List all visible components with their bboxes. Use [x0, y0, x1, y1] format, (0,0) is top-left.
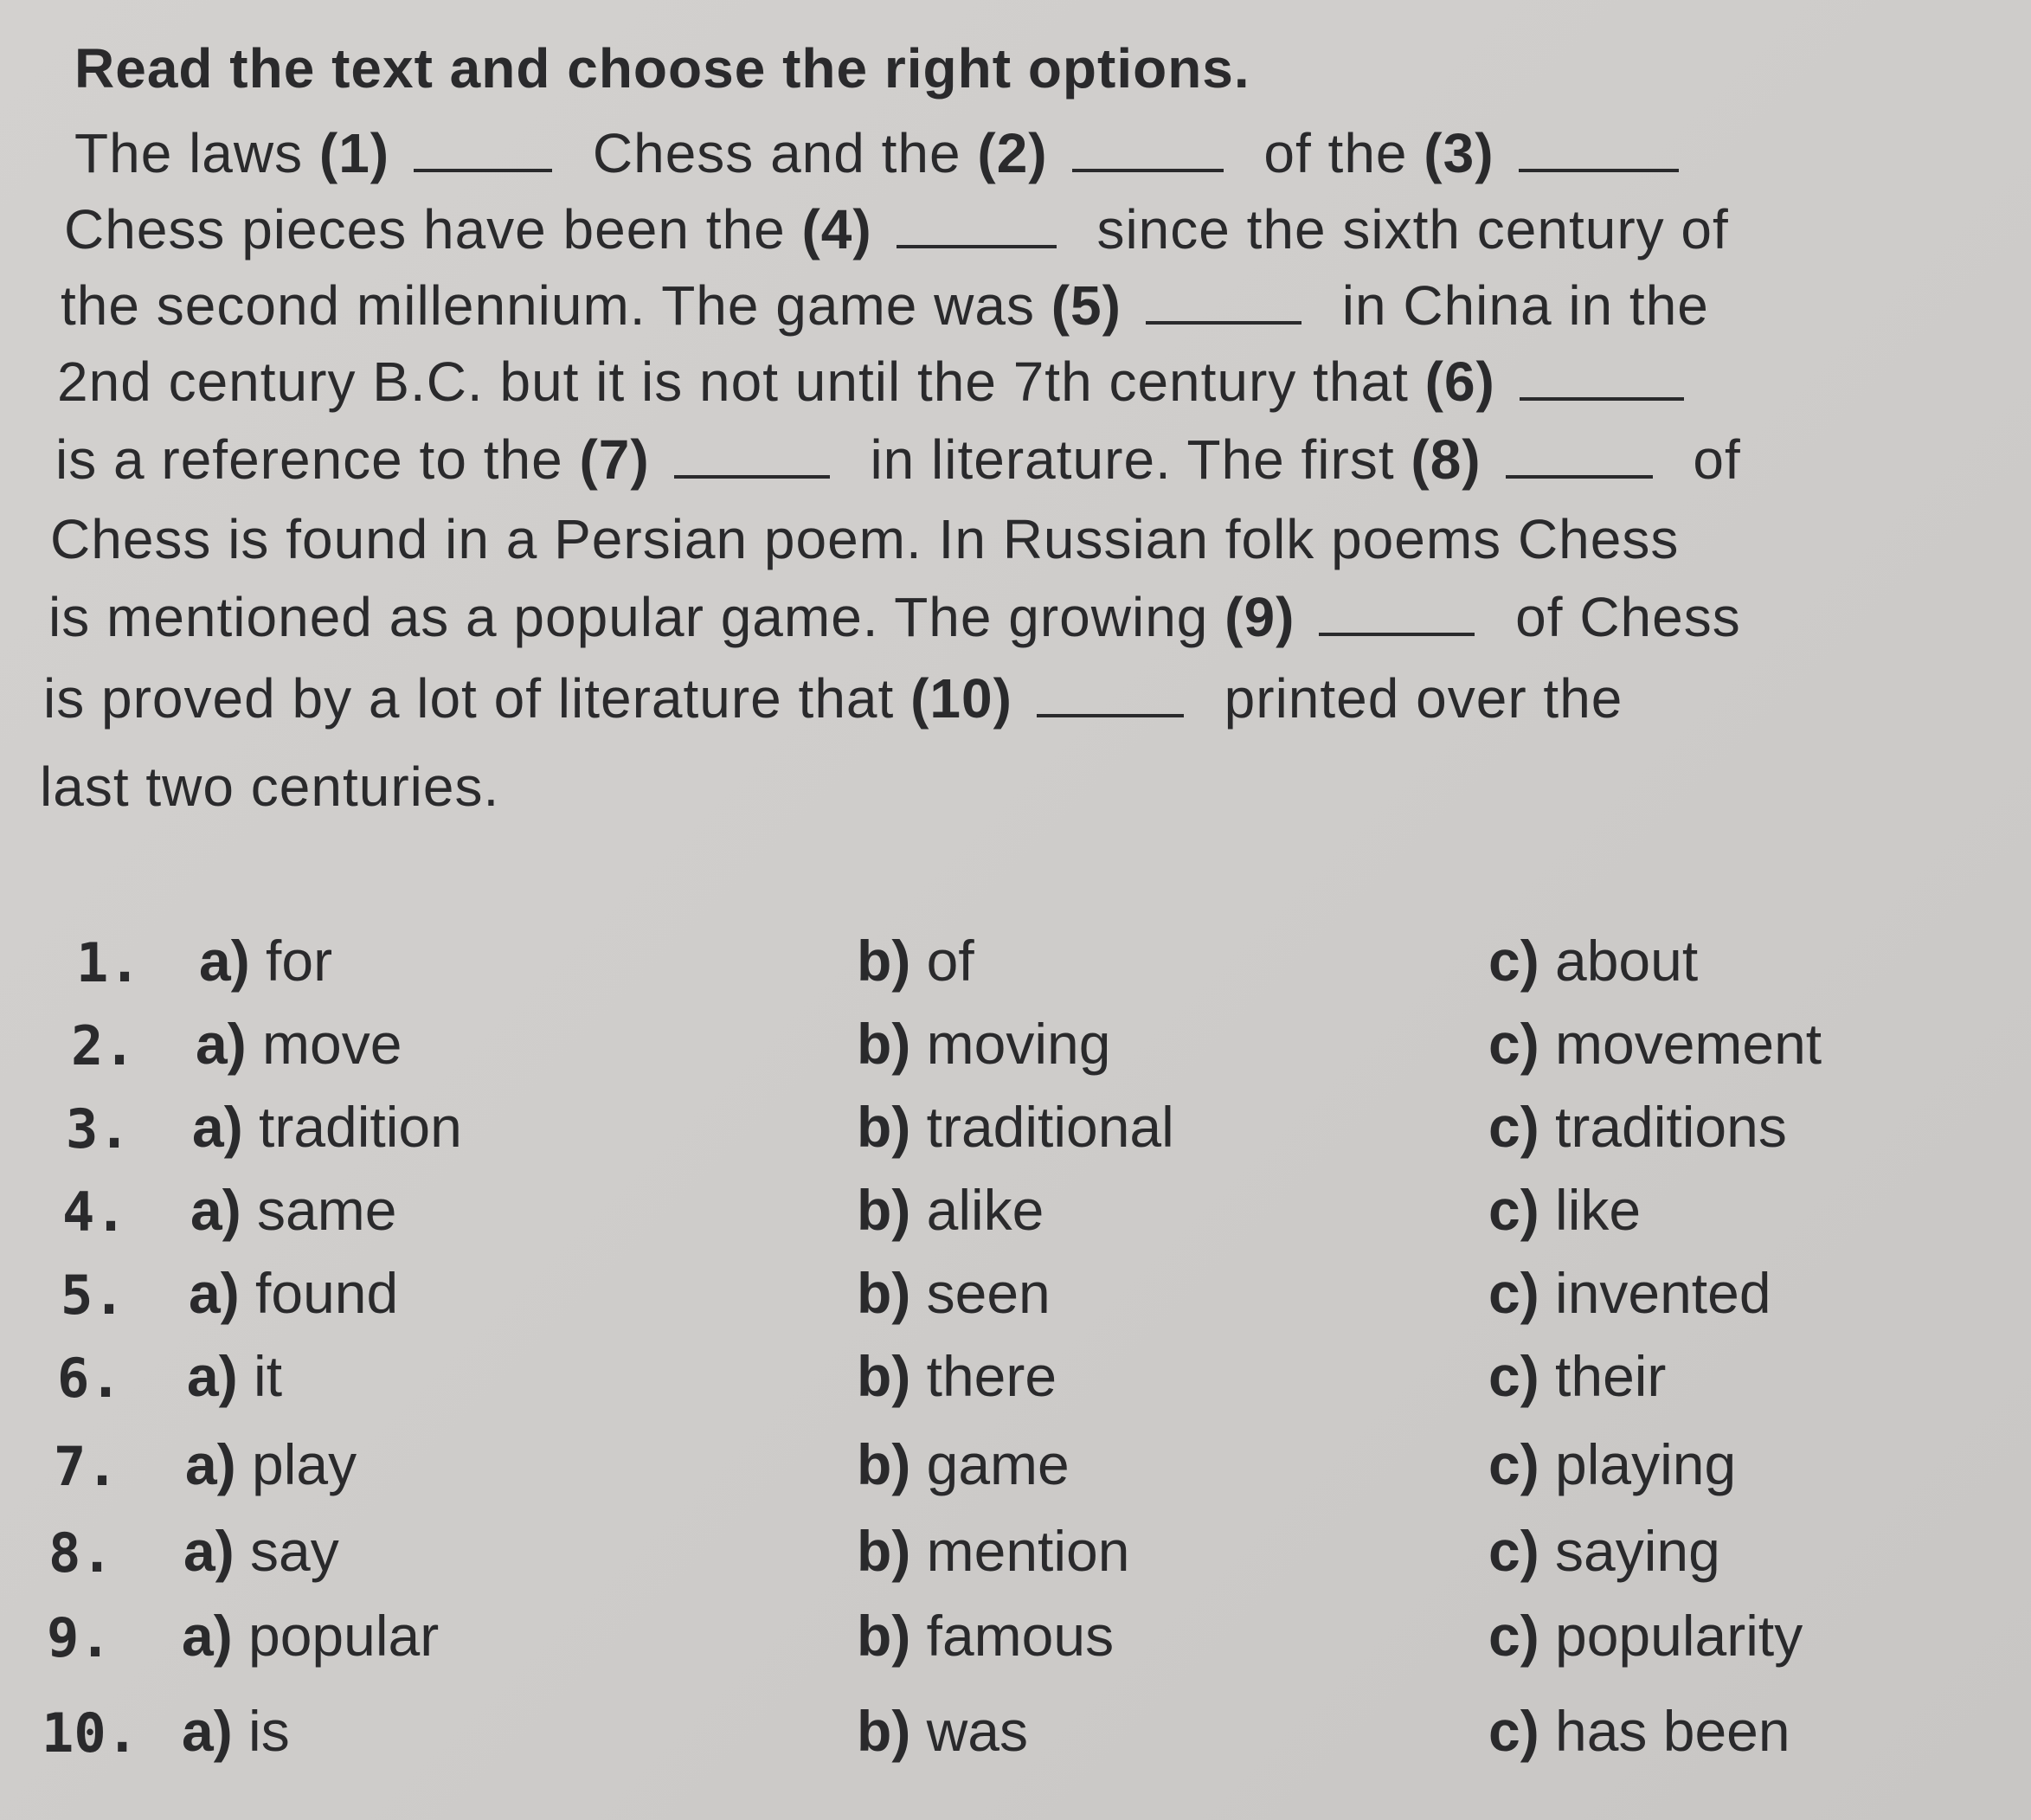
option-letter: a) [196, 1012, 247, 1076]
option-text: popular [232, 1604, 440, 1668]
option-letter: b) [857, 1519, 911, 1583]
option-c[interactable] [1488, 1011, 1822, 1077]
option-b[interactable] [857, 1177, 1044, 1243]
option-text: tradition [242, 1095, 462, 1159]
answer-blank[interactable] [1506, 468, 1653, 479]
exercise-heading: Read the text and choose the right options. [74, 37, 1250, 100]
passage-line [40, 755, 499, 819]
question-number: 7. [54, 1435, 119, 1498]
option-b[interactable] [857, 928, 974, 994]
option-text: traditional [910, 1095, 1174, 1159]
option-c[interactable] [1488, 1431, 1736, 1497]
option-text: was [910, 1699, 1029, 1763]
passage-line [50, 507, 1679, 571]
option-letter: b) [857, 929, 911, 993]
option-letter: a) [187, 1344, 238, 1408]
passage-text: 2nd century B.C. but it is not until the 7th century that [57, 350, 1425, 413]
option-c[interactable] [1488, 1177, 1641, 1243]
gap-number: (5) [1051, 274, 1122, 337]
gap-number: (8) [1411, 428, 1481, 491]
option-text: has been [1539, 1699, 1790, 1763]
option-letter: b) [857, 1699, 911, 1763]
passage-text: is proved by a lot of literature that [43, 667, 911, 730]
question-number: 5. [61, 1264, 125, 1327]
option-text: invented [1539, 1261, 1771, 1325]
passage-line [61, 273, 1709, 338]
gap-number: (3) [1424, 122, 1494, 184]
option-letter: a) [190, 1178, 241, 1242]
option-b[interactable] [857, 1011, 1110, 1077]
option-text: saying [1539, 1519, 1720, 1583]
option-text: playing [1539, 1432, 1737, 1496]
option-letter: a) [182, 1604, 233, 1668]
passage-line [57, 350, 1708, 414]
option-letter: b) [857, 1095, 911, 1159]
option-text: alike [910, 1178, 1044, 1242]
option-c[interactable] [1488, 1603, 1803, 1669]
passage-text: is mentioned as a popular game. The growing [48, 586, 1225, 648]
passage-text: since the sixth century of [1080, 198, 1729, 260]
option-letter: c) [1488, 1178, 1539, 1242]
option-letter: c) [1488, 1519, 1539, 1583]
option-text: like [1539, 1178, 1642, 1242]
option-text: for [249, 929, 333, 993]
option-c[interactable] [1488, 1094, 1787, 1160]
passage-line [74, 121, 1703, 185]
option-b[interactable] [857, 1260, 1051, 1326]
option-text: traditions [1539, 1095, 1787, 1159]
answer-blank[interactable] [674, 468, 830, 479]
option-c[interactable] [1488, 1343, 1666, 1409]
passage-text: The laws [74, 122, 319, 184]
passage-text: last two centuries. [40, 756, 500, 818]
passage-text: in China in the [1325, 274, 1709, 337]
answer-blank[interactable] [1146, 314, 1302, 325]
passage-text: of the [1247, 122, 1424, 184]
option-text: move [246, 1012, 402, 1076]
option-c[interactable] [1488, 928, 1698, 994]
passage-text: of [1676, 428, 1741, 491]
option-b[interactable] [857, 1698, 1028, 1764]
option-text: famous [910, 1604, 1115, 1668]
question-number: 1. [76, 931, 141, 994]
option-letter: b) [857, 1604, 911, 1668]
question-number: 4. [62, 1180, 127, 1244]
option-letter: c) [1488, 1604, 1539, 1668]
option-text: about [1539, 929, 1699, 993]
option-c[interactable] [1488, 1260, 1771, 1326]
option-letter: c) [1488, 1344, 1539, 1408]
passage-text: the second millennium. The game was [61, 274, 1051, 337]
option-text: game [910, 1432, 1070, 1496]
gap-number: (6) [1424, 350, 1495, 413]
option-letter: c) [1488, 1095, 1539, 1159]
option-a[interactable] [192, 1094, 462, 1160]
passage-text: in literature. The first [853, 428, 1411, 491]
option-b[interactable] [857, 1603, 1114, 1669]
question-number: 10. [42, 1701, 138, 1765]
answer-blank[interactable] [414, 162, 552, 172]
passage-line [43, 666, 1623, 730]
option-text: play [235, 1432, 357, 1496]
option-a[interactable] [183, 1518, 339, 1584]
option-letter: b) [857, 1344, 911, 1408]
passage-line [55, 428, 1741, 492]
option-text: movement [1539, 1012, 1822, 1076]
option-a[interactable] [199, 928, 332, 994]
option-a[interactable] [189, 1260, 398, 1326]
option-letter: c) [1488, 1012, 1539, 1076]
option-b[interactable] [857, 1343, 1057, 1409]
option-letter: a) [182, 1699, 233, 1763]
option-text: popularity [1539, 1604, 1803, 1668]
option-letter: a) [192, 1095, 243, 1159]
option-text: it [237, 1344, 283, 1408]
option-c[interactable] [1488, 1698, 1790, 1764]
passage-text: is a reference to the [55, 428, 580, 491]
passage-text: Chess pieces have been the [64, 198, 802, 260]
answer-blank[interactable] [1519, 162, 1679, 172]
answer-blank[interactable] [1520, 390, 1684, 401]
gap-number: (2) [977, 122, 1048, 184]
question-number: 9. [47, 1606, 112, 1669]
question-number: 2. [71, 1014, 136, 1077]
answer-blank[interactable] [1072, 162, 1224, 172]
option-c[interactable] [1488, 1518, 1720, 1584]
option-text: is [232, 1699, 290, 1763]
option-letter: b) [857, 1432, 911, 1496]
question-number: 8. [48, 1521, 113, 1585]
passage-text: of Chess [1499, 586, 1741, 648]
option-a[interactable] [187, 1343, 282, 1409]
option-letter: c) [1488, 1699, 1539, 1763]
option-letter: c) [1488, 929, 1539, 993]
gap-number: (1) [318, 122, 390, 184]
passage-line [64, 197, 1729, 261]
option-a[interactable] [182, 1603, 439, 1669]
option-letter: b) [857, 1178, 911, 1242]
option-a[interactable] [190, 1177, 396, 1243]
option-letter: c) [1488, 1261, 1539, 1325]
passage-text: printed over the [1207, 667, 1623, 730]
option-text: seen [910, 1261, 1051, 1325]
option-text: mention [910, 1519, 1130, 1583]
passage-line [48, 585, 1741, 649]
answer-blank[interactable] [1319, 626, 1475, 636]
question-number: 3. [66, 1097, 131, 1161]
question-number: 6. [57, 1347, 122, 1410]
option-letter: a) [183, 1519, 235, 1583]
option-b[interactable] [857, 1094, 1174, 1160]
option-letter: a) [199, 929, 250, 993]
option-text: say [234, 1519, 339, 1583]
gap-number: (7) [579, 428, 650, 491]
option-text: their [1539, 1344, 1667, 1408]
option-letter: b) [857, 1261, 911, 1325]
answer-blank[interactable] [897, 238, 1057, 248]
passage-text: Chess is found in a Persian poem. In Russian folk poems Chess [50, 508, 1680, 570]
option-text: there [910, 1344, 1057, 1408]
option-text: same [241, 1178, 397, 1242]
option-text: moving [910, 1012, 1111, 1076]
option-letter: a) [185, 1432, 236, 1496]
gap-number: (9) [1224, 586, 1295, 648]
gap-number: (10) [910, 667, 1012, 730]
option-letter: c) [1488, 1432, 1539, 1496]
passage-text: Chess and the [576, 122, 978, 184]
option-text: found [239, 1261, 399, 1325]
option-letter: a) [189, 1261, 240, 1325]
option-b[interactable] [857, 1431, 1070, 1497]
answer-blank[interactable] [1037, 707, 1184, 717]
option-text: of [910, 929, 974, 993]
option-b[interactable] [857, 1518, 1129, 1584]
gap-number: (4) [801, 198, 872, 260]
option-a[interactable] [182, 1698, 290, 1764]
option-a[interactable] [196, 1011, 402, 1077]
option-a[interactable] [185, 1431, 357, 1497]
option-letter: b) [857, 1012, 911, 1076]
